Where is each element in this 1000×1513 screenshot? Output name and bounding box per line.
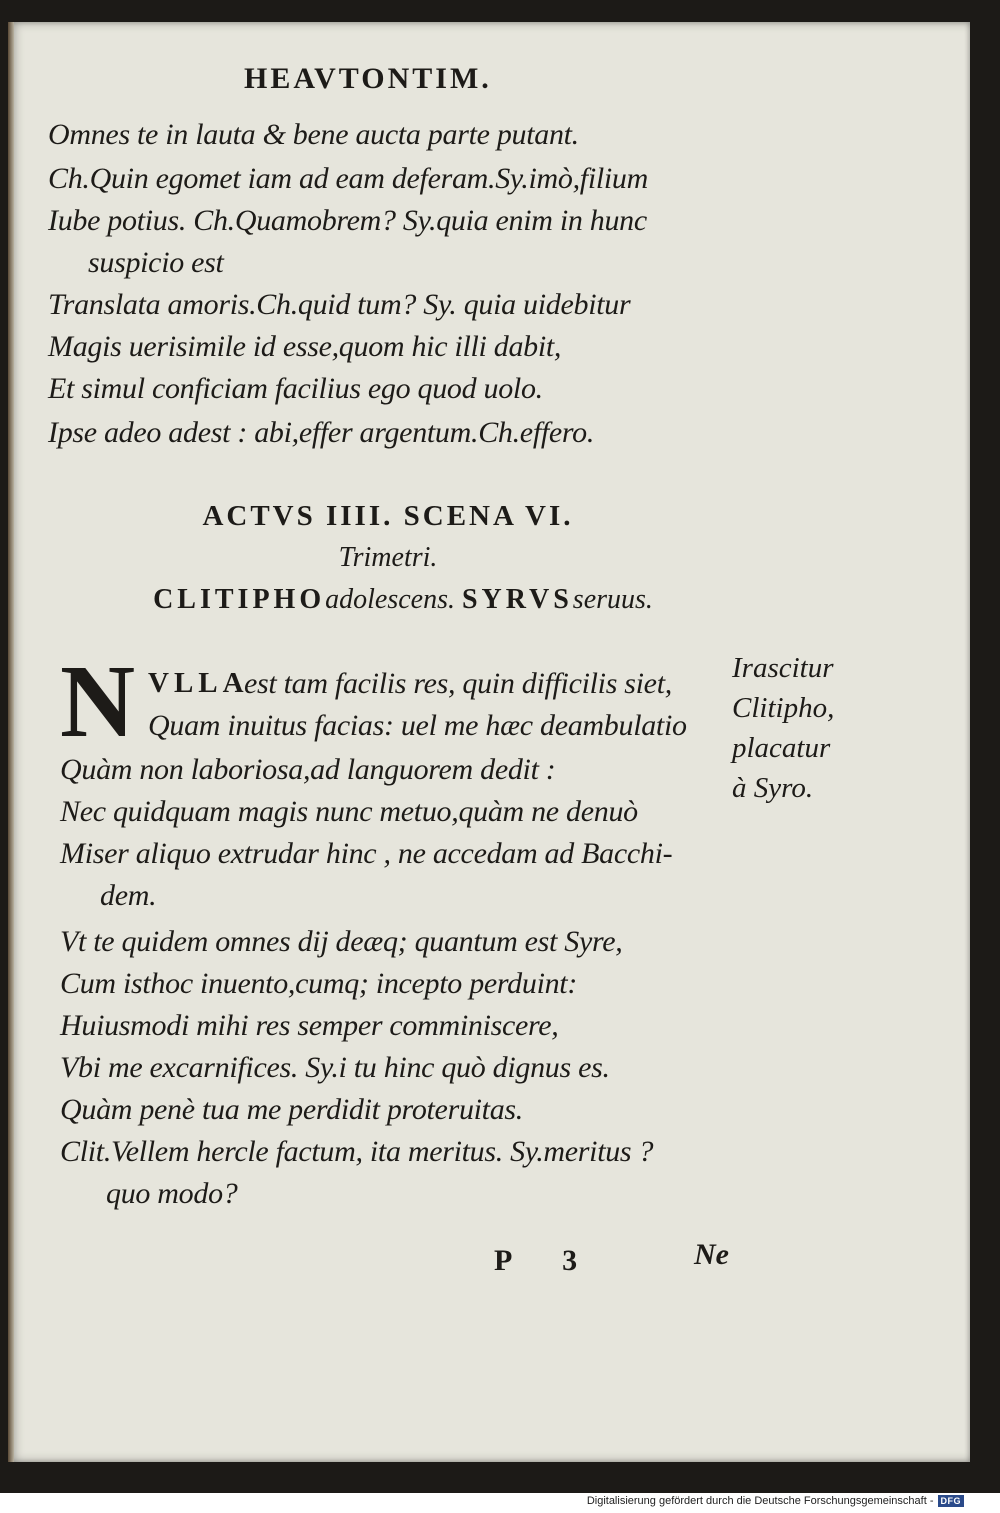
credit-text: Digitalisierung gefördert durch die Deutsche Forschungsgemeinschaft - [586, 1495, 934, 1507]
text-line: Ipse adeo adest : abi,effer argentum.Ch.effero. [48, 416, 595, 449]
signature-mark: P 3 [494, 1244, 600, 1277]
verse-line: dem. [100, 879, 157, 912]
persona-name: SYRVS [461, 584, 573, 615]
book-page [8, 22, 970, 1462]
meter-heading: Trimetri. [338, 542, 438, 573]
dfg-logo: DFG [938, 1495, 965, 1507]
text-line: Magis uerisimile id esse,quom hic illi dabit, [48, 330, 562, 363]
marginal-note-line: à Syro. [732, 772, 814, 804]
verse-line: Nec quidquam magis nunc metuo,quàm ne denuò [60, 795, 638, 828]
text-line: Omnes te in lauta & bene aucta parte putant. [48, 118, 579, 151]
verse-line: Quàm penè tua me perdidit proteruitas. [60, 1093, 523, 1126]
marginal-note-line: Irascitur [732, 652, 834, 684]
dramatis-personae [8, 584, 798, 616]
verse-line: Quam inuitus facias: uel me hæc deambulatio [148, 709, 687, 742]
verse-line: quo modo? [106, 1177, 238, 1210]
catchword: Ne [694, 1238, 729, 1271]
verse-line: Quàm non laboriosa,ad languorem dedit : [60, 753, 556, 786]
verse-line: Miser aliquo extrudar hinc , ne accedam ad Bacchi- [60, 837, 673, 870]
text-line: suspicio est [88, 246, 224, 279]
persona-name: CLITIPHO [153, 584, 326, 615]
verse-line: Huiusmodi mihi res semper comminiscere, [60, 1009, 559, 1042]
marginal-note-line: placatur [732, 732, 831, 764]
digitization-credit [587, 1495, 964, 1507]
verse-line: Vbi me excarnifices. Sy.i tu hinc quò dignus es. [60, 1051, 610, 1084]
drop-cap-continuation: VLLA [148, 667, 249, 699]
persona-desc: seruus. [572, 584, 653, 615]
verse-line: Cum isthoc inuento,cumq; incepto perduint: [60, 967, 578, 1000]
verse-line: est tam facilis res, quin difficilis siet, [244, 667, 672, 700]
running-head: HEAVTONTIM. [244, 62, 492, 95]
drop-cap-initial: N [60, 644, 136, 759]
verse-line: Vt te quidem omnes dij deæq; quantum est Syre, [60, 925, 623, 958]
page-gutter-shadow [8, 22, 14, 1462]
text-line: Iube potius. Ch.Quamobrem? Sy.quia enim in hunc [48, 204, 647, 237]
text-line: Ch.Quin egomet iam ad eam deferam.Sy.imò,filium [48, 162, 648, 195]
verse-line: Clit.Vellem hercle factum, ita meritus. Sy.meritus ? [60, 1135, 654, 1168]
text-line: Et simul conficiam facilius ego quod uolo. [48, 372, 543, 405]
persona-desc: adolescens. [325, 584, 455, 615]
act-scene-heading: ACTVS IIII. SCENA VI. [202, 500, 574, 532]
text-line: Translata amoris.Ch.quid tum? Sy. quia uidebitur [48, 288, 631, 321]
marginal-note-line: Clitipho, [732, 692, 835, 724]
